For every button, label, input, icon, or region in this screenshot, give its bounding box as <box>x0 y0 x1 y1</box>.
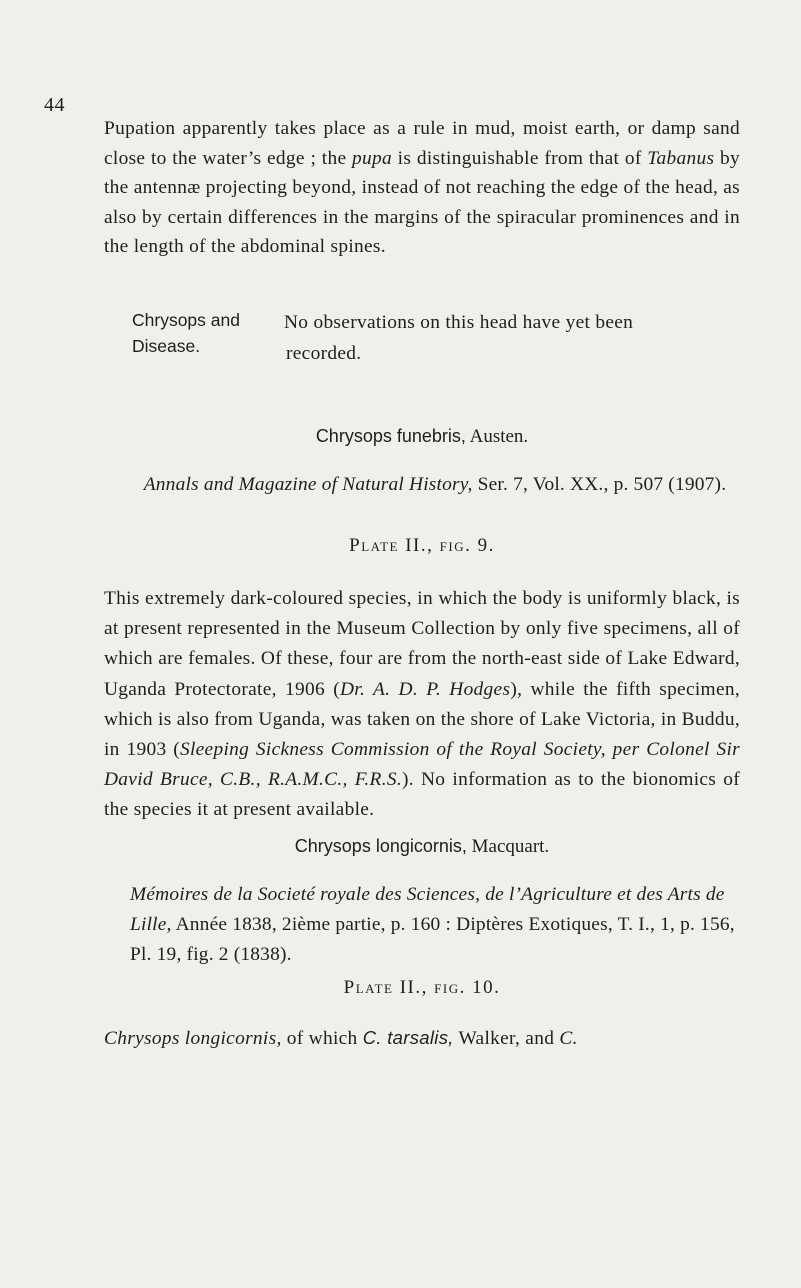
reference-funebris: Annals and Magazine of Natural History, Ser. 7, Vol. XX., p. 507 (1907). <box>143 474 727 495</box>
side-heading <box>132 307 282 359</box>
disease-note-line1: No observations on this head have yet been <box>284 312 634 333</box>
side-heading-line1: Chrysops and <box>132 310 240 330</box>
disease-note <box>132 307 740 367</box>
plate-reference-funebris: Plate II., fig. 9. <box>349 535 495 556</box>
page-number: 44 <box>44 94 65 116</box>
paragraph-funebris: This extremely dark-coloured species, in which the body is uniformly black, is at present represented in the Museum Collection by only five specimens, all of which are females. Of these, four are from the north-east side of Lake Edward, Uganda Protectorate, 1906 (Dr. A. D. P. Hodges), while the fifth specimen, which is also from Uganda, was taken on the shore of Lake Victoria, in Buddu, in 1903 (Sleeping Sickness Commission of the Royal Society, per Colonel Sir David Bruce, C.B., R.A.M.C., F.R.S.). No information as to the bionomics of the species it at present available. <box>104 588 741 821</box>
reference-longicornis: Mémoires de la Societé royale des Sciences, de l’Agriculture et des Arts de Lille, Année 1838, 2ième partie, p. 160 : Diptères Exotiques, T. I., 1, p. 156, Pl. 19, fig. 2 (1838). <box>130 884 735 965</box>
plate-reference-longicornis: Plate II., fig. 10. <box>343 977 501 998</box>
paragraph-pupation: Pupation apparently takes place as a rule in mud, moist earth, or damp sand close to the water’s edge ; the pupa is distinguishable from that of Tabanus by the antennæ projecting beyond, instead of not reaching the edge of the head, as also by certain differences in the margins of the spiracular prominences and in the length of the abdominal spines. <box>104 118 741 258</box>
disease-note-text <box>284 307 740 369</box>
species-heading-longicornis: Chrysops longicornis, Macquart. <box>294 836 550 857</box>
disease-note-line2: recorded. <box>286 343 362 364</box>
species-heading-funebris: Chrysops funebris, Austen. <box>315 426 529 447</box>
side-heading-line2: Disease. <box>132 336 201 356</box>
paragraph-longicornis: Chrysops longicornis, of which C. tarsalis, Walker, and C. <box>104 1027 578 1049</box>
